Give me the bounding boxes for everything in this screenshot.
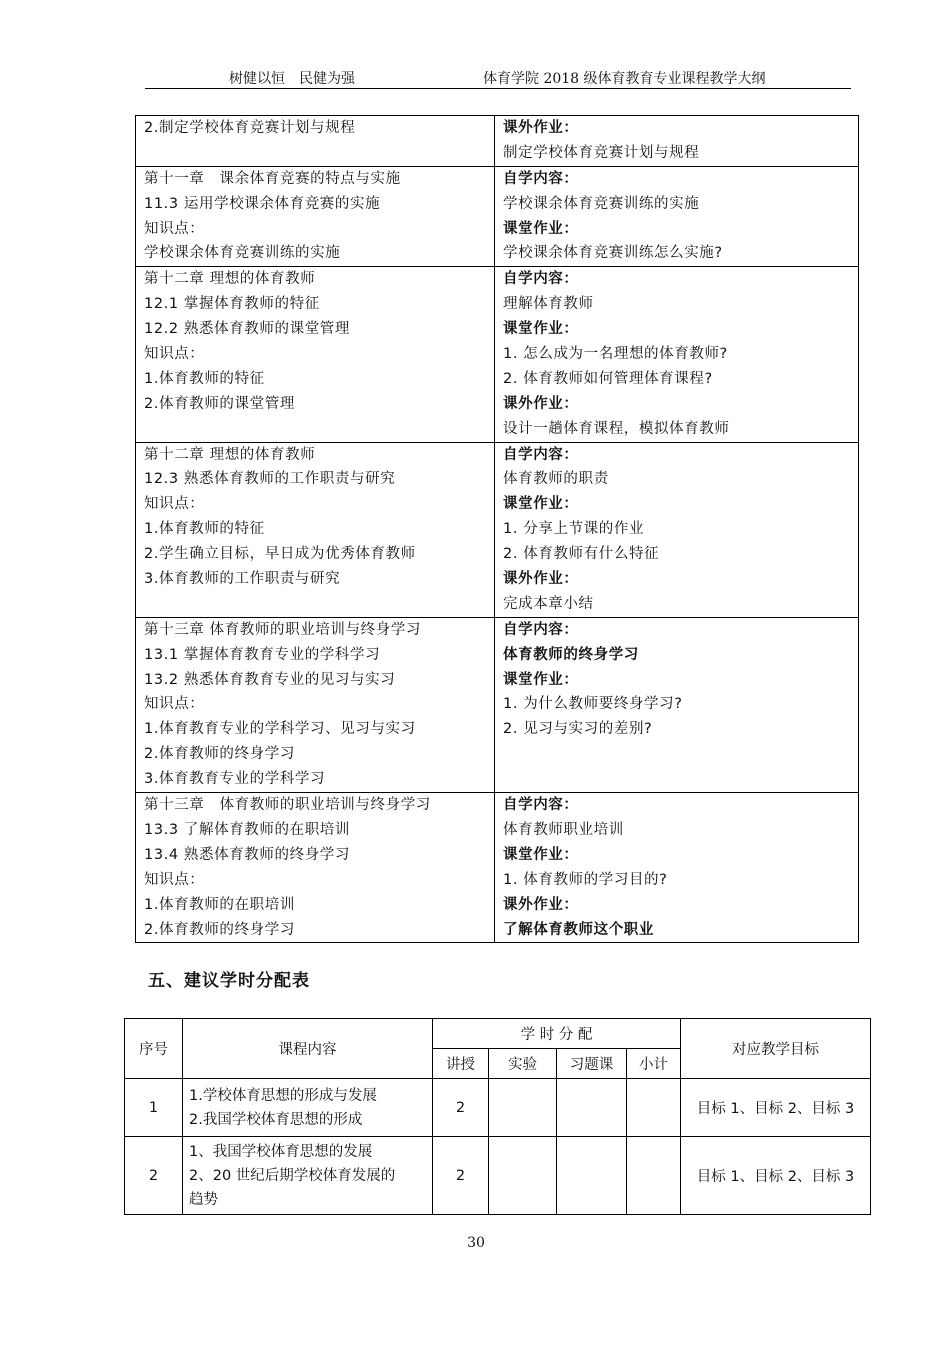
task-line: 制定学校体育竞赛计划与规程 (503, 144, 700, 161)
outline-line: 12.1 掌握体育教师的特征 (144, 296, 320, 313)
row-exercise (557, 1137, 627, 1215)
task-line: 理解体育教师 (503, 296, 594, 313)
outline-line: 1.体育教师的特征 (144, 521, 265, 538)
task-heading: 自学内容： (503, 446, 579, 463)
row-goal: 目标 1、目标 2、目标 3 (681, 1079, 871, 1137)
outline-line: 1.体育教师的在职培训 (144, 896, 295, 913)
outline-row (136, 267, 859, 442)
outline-line: 1.体育教师的特征 (144, 370, 265, 387)
outline-line: 2.学生确立目标，早日成为优秀体育教师 (144, 546, 416, 563)
hours-allocation-table (124, 1018, 871, 1215)
outline-line: 2.体育教师的终身学习 (144, 921, 295, 938)
task-heading: 课堂作业： (503, 846, 579, 863)
chapter-outline-table (135, 115, 859, 943)
section-title: 五、建议学时分配表 (148, 971, 310, 991)
task-heading: 课外作业： (503, 896, 579, 913)
outline-cell-content (136, 166, 495, 267)
header-goal: 对应教学目标 (681, 1019, 871, 1079)
header-subtotal: 小计 (627, 1049, 681, 1079)
outline-line: 1.体育教育专业的学科学习、见习与实习 (144, 721, 416, 738)
task-heading: 课堂作业： (503, 220, 579, 237)
content-line: 2、20 世纪后期学校体育发展的 (189, 1167, 396, 1184)
outline-line: 第十二章 理想的体育教师 (144, 271, 316, 288)
task-heading: 课外作业： (503, 120, 579, 136)
content-line: 1.学校体育思想的形成与发展 (189, 1087, 377, 1104)
page-number: 30 (467, 1235, 485, 1251)
task-line: 体育教师的终身学习 (503, 646, 639, 663)
task-line: 学校课余体育竞赛训练怎么实施? (503, 245, 723, 262)
task-line: 2. 体育教师如何管理体育课程? (503, 370, 713, 387)
page-header (145, 64, 851, 89)
task-line: 完成本章小结 (503, 595, 594, 612)
outline-cell-content (136, 116, 495, 167)
row-lab (489, 1137, 557, 1215)
outline-line: 第十一章 课余体育竞赛的特点与实施 (144, 170, 401, 187)
outline-line: 3.体育教师的工作职责与研究 (144, 571, 341, 588)
hours-row (125, 1079, 871, 1137)
outline-line: 2.体育教师的终身学习 (144, 746, 295, 763)
row-goal: 目标 1、目标 2、目标 3 (681, 1137, 871, 1215)
header-content: 课程内容 (183, 1019, 433, 1079)
content-line: 2.我国学校体育思想的形成 (189, 1111, 363, 1128)
task-heading: 自学内容： (503, 621, 579, 638)
row-no: 2 (125, 1137, 183, 1215)
outline-line: 学校课余体育竞赛训练的实施 (144, 245, 341, 262)
outline-line: 知识点： (144, 696, 205, 713)
outline-line: 12.2 熟悉体育教师的课堂管理 (144, 321, 350, 338)
outline-line: 第十三章 体育教师的职业培训与终身学习 (144, 621, 422, 638)
outline-line: 第十三章 体育教师的职业培训与终身学习 (144, 797, 431, 814)
outline-line: 第十二章 理想的体育教师 (144, 446, 316, 463)
outline-row (136, 442, 859, 617)
header-lecture: 讲授 (433, 1049, 489, 1079)
row-lecture: 2 (433, 1137, 489, 1215)
outline-cell-content (136, 442, 495, 617)
outline-row (136, 166, 859, 267)
task-heading: 课堂作业： (503, 496, 579, 513)
row-lab (489, 1079, 557, 1137)
outline-cell-tasks (495, 442, 859, 617)
task-heading: 课外作业： (503, 395, 579, 412)
row-exercise (557, 1079, 627, 1137)
outline-cell-tasks (495, 116, 859, 167)
outline-line: 知识点： (144, 346, 205, 363)
outline-line: 13.4 熟悉体育教师的终身学习 (144, 846, 350, 863)
task-heading: 自学内容： (503, 797, 579, 814)
task-line: 1. 分享上节课的作业 (503, 521, 645, 538)
task-heading: 自学内容： (503, 271, 579, 288)
outline-line: 2.制定学校体育竞赛计划与规程 (144, 120, 356, 136)
header-title: 体育学院 2018 级体育教育专业课程教学大纲 (483, 71, 766, 87)
task-line: 体育教师的职责 (503, 471, 609, 488)
row-lecture: 2 (433, 1079, 489, 1137)
outline-cell-tasks (495, 617, 859, 792)
content-line: 趋势 (189, 1191, 218, 1208)
task-heading: 课堂作业： (503, 321, 579, 338)
outline-cell-content (136, 267, 495, 442)
task-heading: 自学内容： (503, 170, 579, 187)
outline-line: 知识点： (144, 871, 205, 888)
task-line: 1. 为什么教师要终身学习? (503, 696, 683, 713)
hours-row (125, 1137, 871, 1215)
row-subtotal (627, 1079, 681, 1137)
task-line: 设计一趟体育课程，模拟体育教师 (503, 420, 730, 437)
task-line: 2. 见习与实习的差别? (503, 721, 653, 738)
outline-line: 13.2 熟悉体育教育专业的见习与实习 (144, 671, 396, 688)
header-motto: 树健以恒 民健为强 (229, 71, 355, 87)
outline-cell-tasks (495, 267, 859, 442)
task-line: 体育教师职业培训 (503, 821, 624, 838)
task-line: 了解体育教师这个职业 (503, 921, 654, 938)
outline-row (136, 793, 859, 943)
task-line: 1. 体育教师的学习目的? (503, 871, 668, 888)
outline-line: 13.1 掌握体育教育专业的学科学习 (144, 646, 381, 663)
content-line: 1、我国学校体育思想的发展 (189, 1143, 373, 1160)
outline-line: 3.体育教育专业的学科学习 (144, 771, 326, 788)
outline-cell-tasks (495, 166, 859, 267)
row-content (183, 1079, 433, 1137)
outline-row (136, 617, 859, 792)
header-lab: 实验 (489, 1049, 557, 1079)
outline-line: 13.3 了解体育教师的在职培训 (144, 821, 350, 838)
header-alloc: 学 时 分 配 (433, 1019, 681, 1049)
task-line: 学校课余体育竞赛训练的实施 (503, 195, 700, 212)
outline-cell-content (136, 793, 495, 943)
outline-line: 2.体育教师的课堂管理 (144, 395, 295, 412)
outline-line: 11.3 运用学校课余体育竞赛的实施 (144, 195, 381, 212)
row-no: 1 (125, 1079, 183, 1137)
row-content (183, 1137, 433, 1215)
task-heading: 课外作业： (503, 571, 579, 588)
task-line: 1. 怎么成为一名理想的体育教师? (503, 346, 728, 363)
row-subtotal (627, 1137, 681, 1215)
task-heading: 课堂作业： (503, 671, 579, 688)
outline-row (136, 116, 859, 167)
outline-line: 12.3 熟悉体育教师的工作职责与研究 (144, 471, 396, 488)
header-no: 序号 (125, 1019, 183, 1079)
task-line: 2. 体育教师有什么特征 (503, 546, 660, 563)
outline-cell-content (136, 617, 495, 792)
outline-cell-tasks (495, 793, 859, 943)
outline-line: 知识点： (144, 220, 205, 237)
header-exercise: 习题课 (557, 1049, 627, 1079)
outline-line: 知识点： (144, 496, 205, 513)
